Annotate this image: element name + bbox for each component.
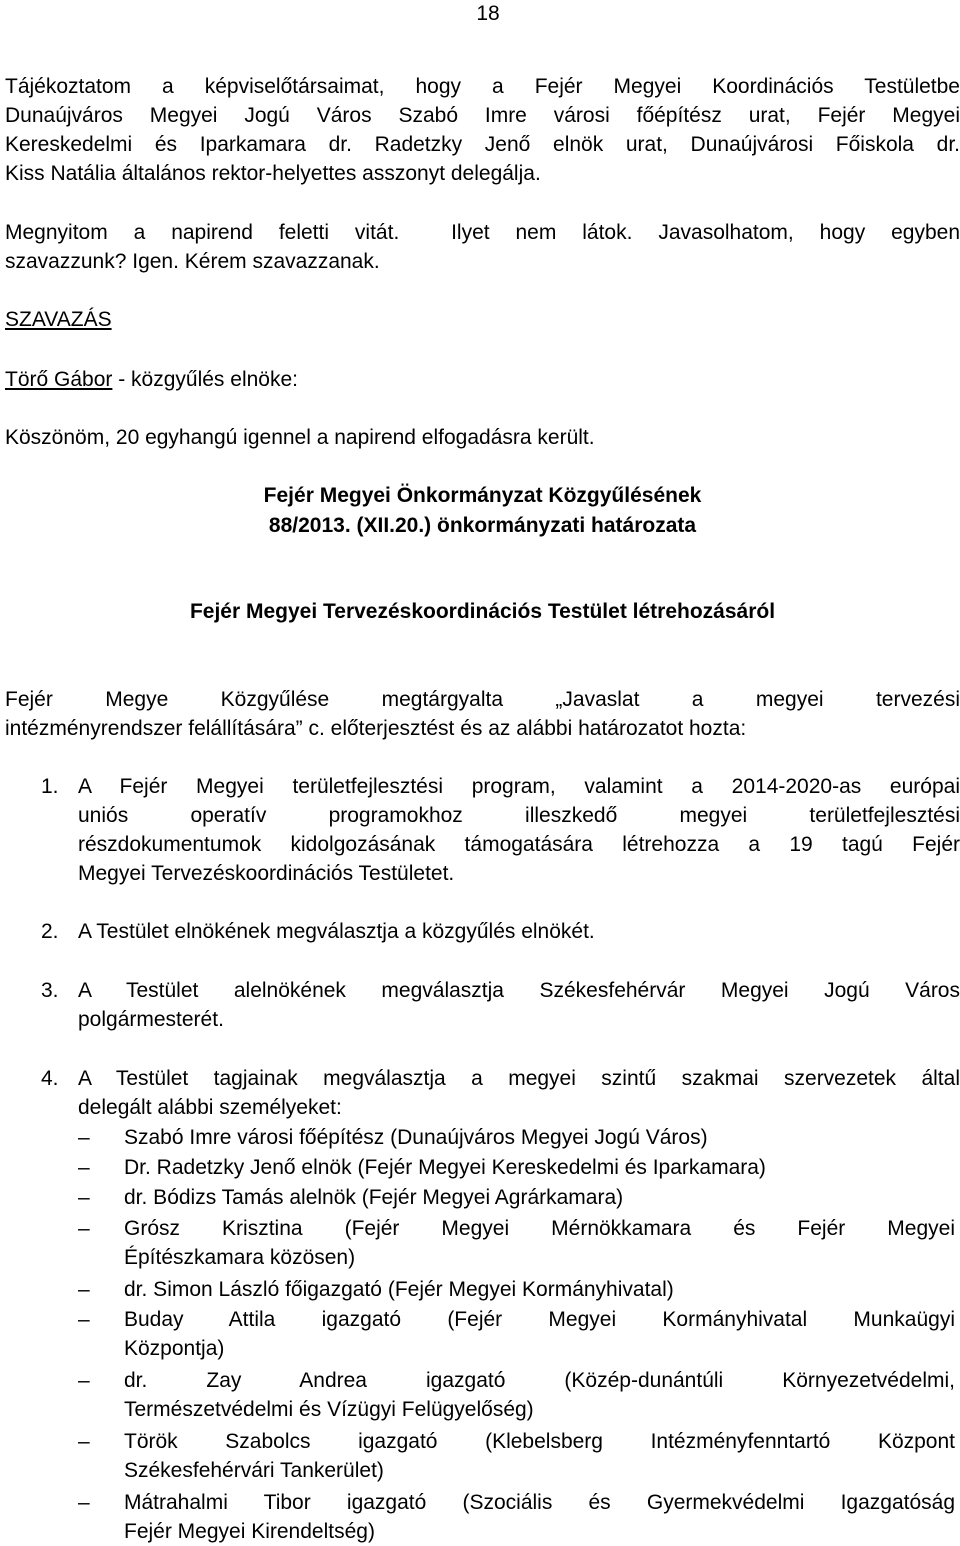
member-line: Természetvédelmi és Vízügyi Felügyelőség) (124, 1398, 534, 1421)
member-line: Fejér Megyei Kirendeltség) (124, 1520, 375, 1543)
member-line: Török Szabolcs igazgató (Klebelsberg Intézményfenntartó Központ (124, 1430, 955, 1453)
speaker-name: Törő Gábor (5, 368, 113, 391)
intro-line: Tájékoztatom a képviselőtársaimat, hogy a Fejér Megyei Koordinációs Testületbe (5, 75, 960, 98)
dash-bullet: – (78, 1186, 90, 1209)
intro-line: Kiss Natália általános rektor-helyettes asszonyt delegálja. (5, 162, 541, 185)
item-line: A Testület alelnökének megválasztja Székesfehérvár Megyei Jogú Város (78, 979, 960, 1002)
member-line: Buday Attila igazgató (Fejér Megyei Kormányhivatal Munkaügyi (124, 1308, 955, 1331)
resolution-title: Fejér Megyei Tervezéskoordinációs Testület létrehozásáról (189, 600, 776, 623)
item-number: 2. (41, 920, 59, 943)
speaker-role: - közgyűlés elnöke: (112, 368, 298, 391)
item-line: részdokumentumok kidolgozásának támogatására létrehozza a 19 tagú Fejér (78, 833, 960, 856)
vote-result: Köszönöm, 20 egyhangú igennel a napirend elfogadásra került. (5, 426, 595, 449)
adoption-line: Fejér Megye Közgyűlése megtárgyalta „Javaslat a megyei tervezési (5, 688, 960, 711)
item-text (78, 772, 960, 888)
item-line: uniós operatív programokhoz illeszkedő megyei területfejlesztési (78, 804, 960, 827)
dash-bullet: – (78, 1369, 90, 1392)
opening-line: Megnyitom a napirend feletti vitát. Ilyet nem látok. Javasolhatom, hogy egyben (5, 221, 960, 244)
dash-bullet: – (78, 1491, 90, 1514)
item-text (78, 976, 960, 1034)
intro-line: Dunaújváros Megyei Jogú Város Szabó Imre városi főépítész urat, Fejér Megyei (5, 104, 960, 127)
dash-bullet: – (78, 1278, 90, 1301)
speaker-line (5, 365, 298, 394)
dash-bullet: – (78, 1217, 90, 1240)
member-line: dr. Zay Andrea igazgató (Közép-dunántúli Környezetvédelmi, (124, 1369, 955, 1392)
adoption-paragraph (5, 685, 960, 743)
item-number: 1. (41, 775, 59, 798)
member-line: Dr. Radetzky Jenő elnök (Fejér Megyei Kereskedelmi és Iparkamara) (124, 1156, 766, 1179)
item-line: A Fejér Megyei területfejlesztési program, valamint a 2014-2020-as európai (78, 775, 960, 798)
item-line: Megyei Tervezéskoordinációs Testületet. (78, 862, 455, 885)
vote-label: SZAVAZÁS (5, 308, 112, 331)
dash-bullet: – (78, 1126, 90, 1149)
item-line: A Testület elnökének megválasztja a közgyűlés elnökét. (78, 920, 595, 943)
opening-paragraph (5, 218, 960, 276)
resolution-number: 88/2013. (XII.20.) önkormányzati határozata (268, 514, 697, 537)
resolution-heading (5, 481, 960, 541)
member-line: Székesfehérvári Tankerület) (124, 1459, 384, 1482)
member-line: Központja) (124, 1337, 225, 1360)
item-line: delegált alábbi személyeket: (78, 1096, 342, 1119)
member-line: Szabó Imre városi főépítész (Dunaújváros Megyei Jogú Város) (124, 1126, 708, 1149)
dash-bullet: – (78, 1308, 90, 1331)
item-text (78, 1064, 960, 1122)
resolution-heading-line: Fejér Megyei Önkormányzat Közgyűlésének (263, 484, 702, 507)
item-line: A Testület tagjainak megválasztja a megyei szintű szakmai szervezetek által (78, 1067, 960, 1090)
item-text (78, 917, 960, 946)
item-number: 3. (41, 979, 59, 1002)
member-line: dr. Bódizs Tamás alelnök (Fejér Megyei Agrárkamara) (124, 1186, 624, 1209)
page-number: 18 (476, 2, 500, 25)
member-line: Mátrahalmi Tibor igazgató (Szociális és Gyermekvédelmi Igazgatóság (124, 1491, 955, 1514)
item-line: polgármesterét. (78, 1008, 224, 1031)
adoption-line: intézményrendszer felállítására” c. előterjesztést és az alábbi határozatot hozta: (5, 717, 747, 740)
member-line: dr. Simon László főigazgató (Fejér Megyei Kormányhivatal) (124, 1278, 674, 1301)
item-number: 4. (41, 1067, 59, 1090)
opening-line: szavazzunk? Igen. Kérem szavazzanak. (5, 250, 380, 273)
dash-bullet: – (78, 1430, 90, 1453)
member-line: Grósz Krisztina (Fejér Megyei Mérnökkamara és Fejér Megyei (124, 1217, 955, 1240)
intro-paragraph (5, 72, 960, 188)
dash-bullet: – (78, 1156, 90, 1179)
intro-line: Kereskedelmi és Iparkamara dr. Radetzky Jenő elnök urat, Dunaújvárosi Főiskola dr. (5, 133, 960, 156)
member-line: Építészkamara közösen) (124, 1246, 356, 1269)
